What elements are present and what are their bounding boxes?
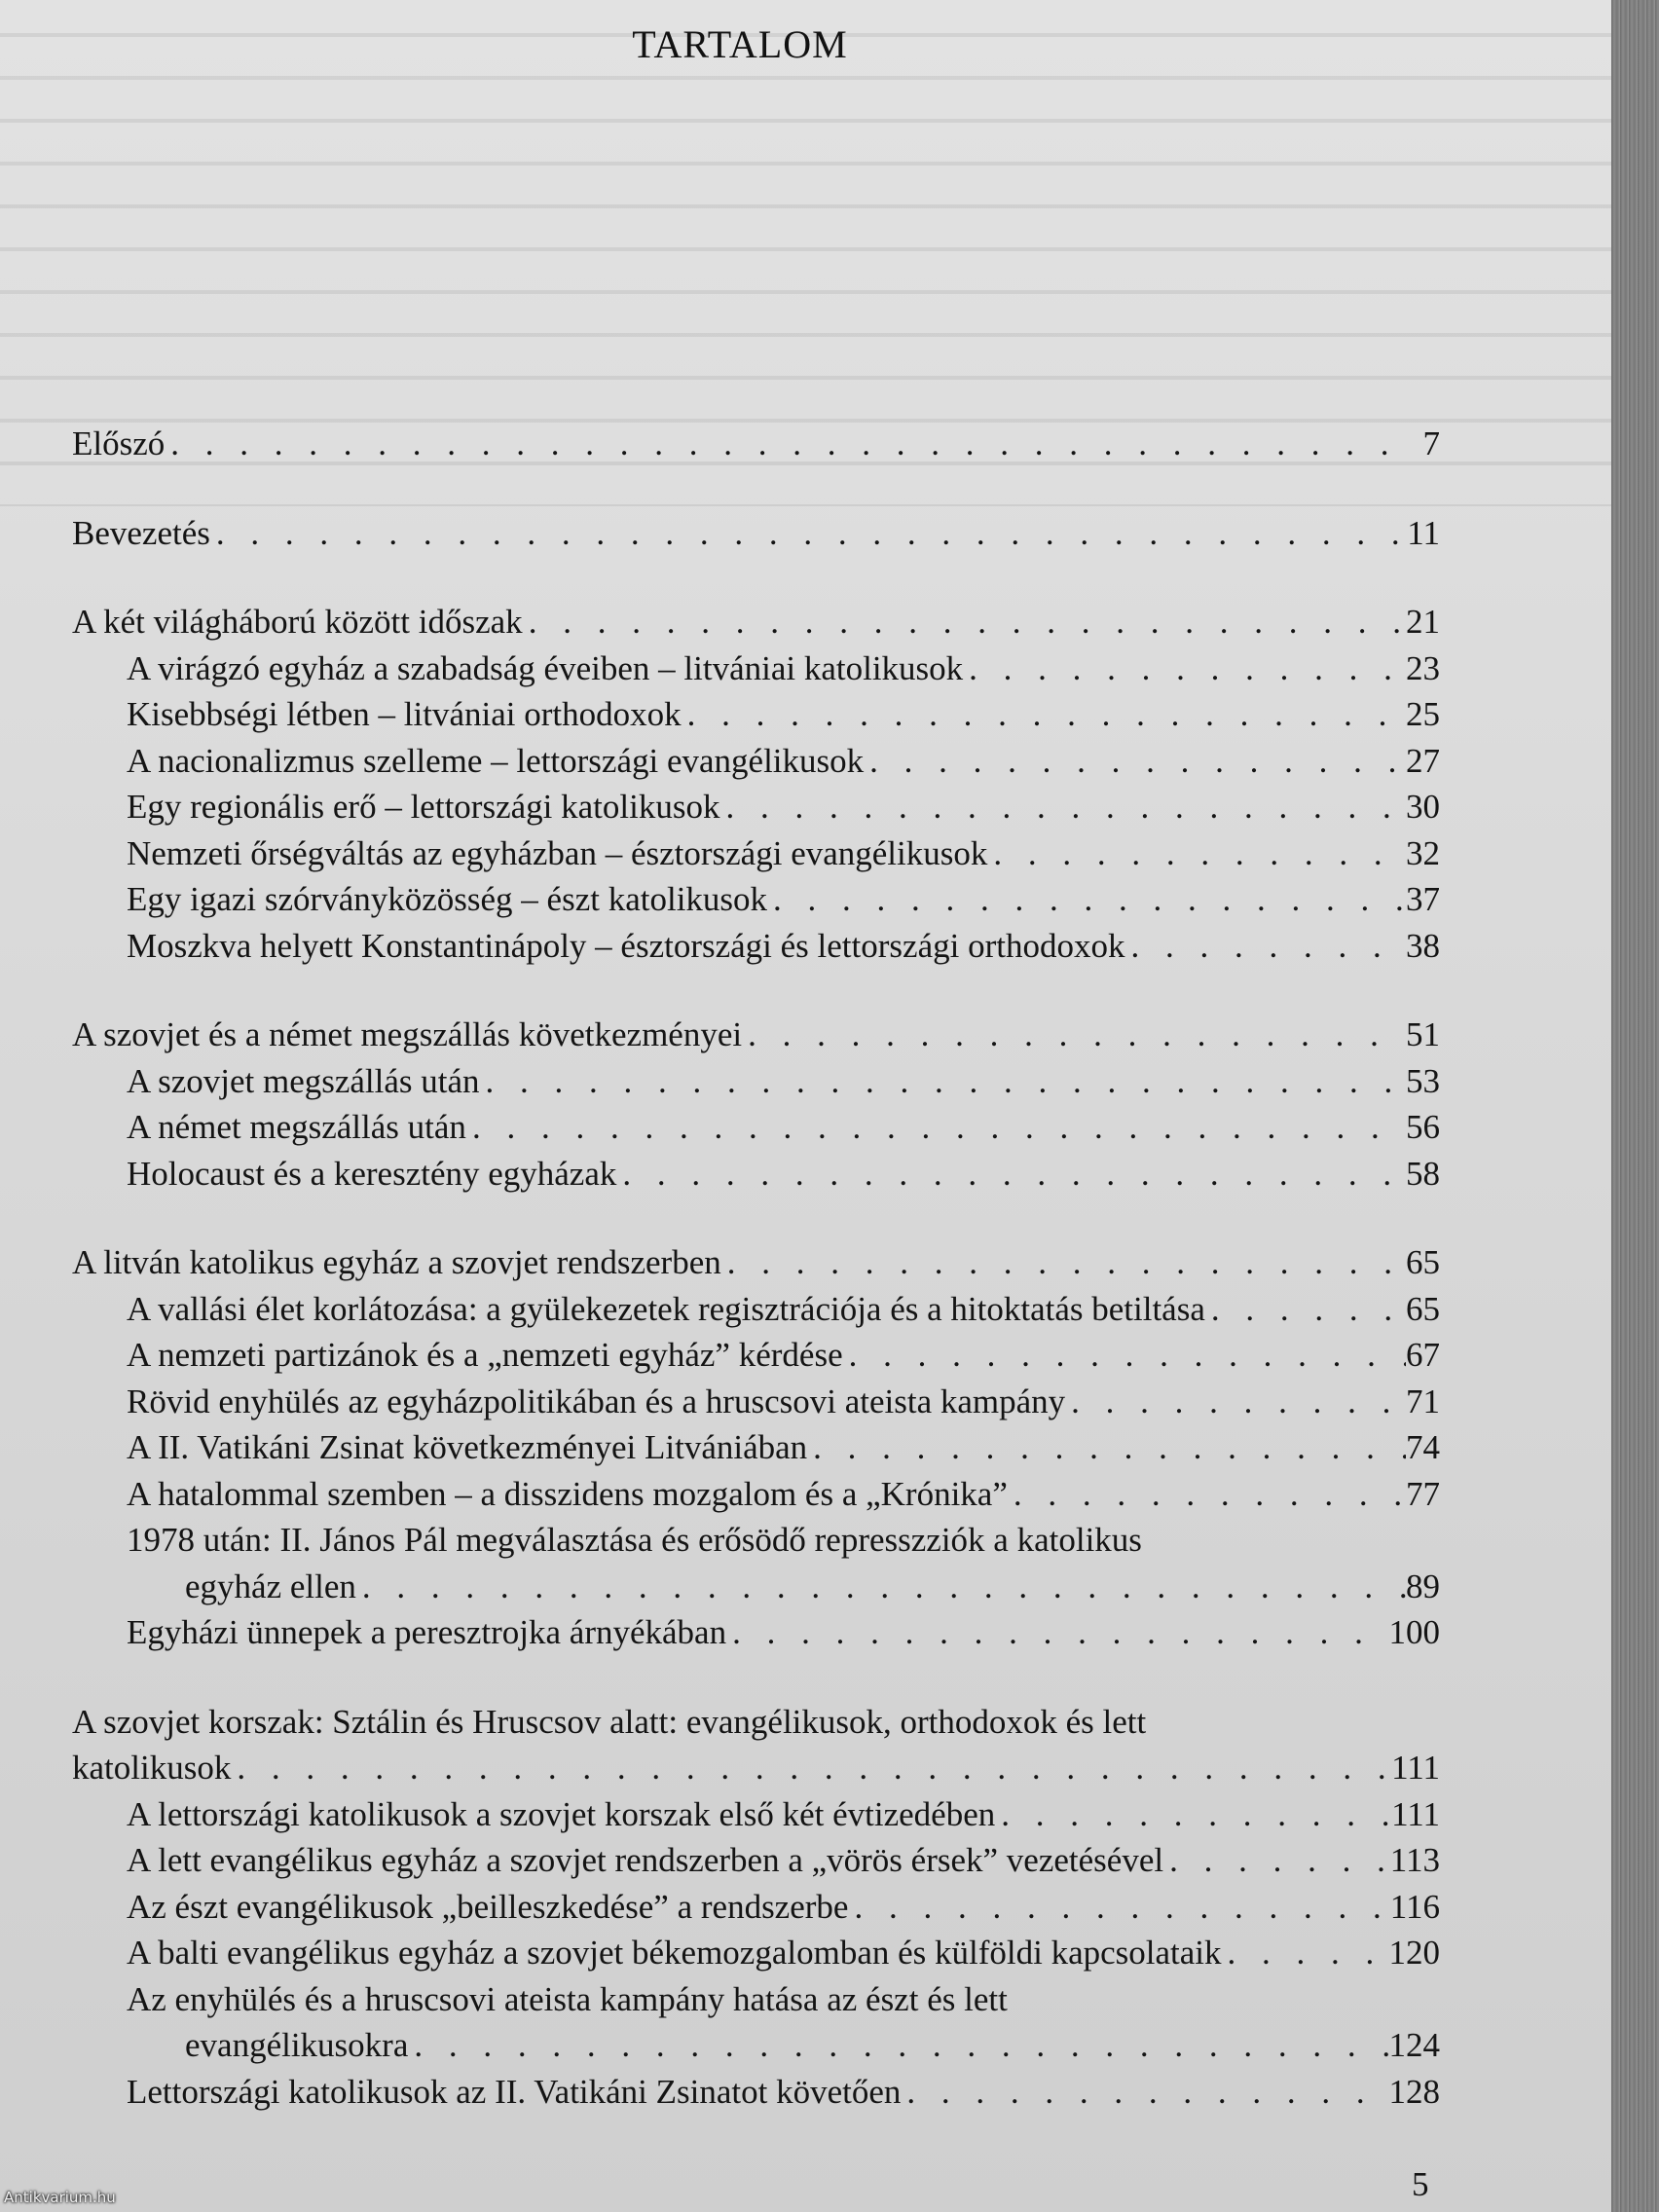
- dot-leader: [726, 1609, 1388, 1656]
- toc-entry: [72, 510, 1440, 557]
- toc-entry: [72, 1239, 1440, 1286]
- entry-continuation: [72, 1745, 1440, 1791]
- entry-page: 67: [1406, 1336, 1440, 1374]
- entry-page: 23: [1406, 648, 1440, 687]
- entry-page: 11: [1407, 513, 1440, 552]
- entry-title: A szovjet és a német megszállás következményei: [72, 1015, 743, 1053]
- toc-subentry: [72, 1837, 1440, 1884]
- dot-leader: [843, 1332, 1406, 1379]
- toc-subentry: [72, 1471, 1440, 1518]
- entry-title: A nacionalizmus szelleme – lettországi evangélikusok: [127, 741, 865, 780]
- entry-title: katolikusok: [72, 1749, 232, 1787]
- toc-subentry: [72, 1332, 1440, 1379]
- entry-page: 7: [1422, 424, 1440, 462]
- dot-leader: [466, 1104, 1406, 1151]
- dot-leader: [807, 1424, 1406, 1471]
- toc-subentry: [72, 1058, 1440, 1105]
- dot-leader: [1205, 1286, 1406, 1333]
- toc-subentry: [72, 691, 1440, 738]
- entry-page: 89: [1406, 1567, 1440, 1605]
- dot-leader: [1008, 1471, 1406, 1518]
- table-of-contents: [72, 421, 1440, 2157]
- dot-leader: [682, 691, 1406, 738]
- entry-title: Előszó: [72, 424, 166, 462]
- toc-subentry: [72, 2069, 1440, 2116]
- dot-leader: [719, 784, 1406, 830]
- entry-page: 56: [1406, 1108, 1440, 1146]
- dot-leader: [210, 510, 1407, 557]
- entry-title: Egy regionális erő – lettországi katolikusok: [127, 788, 720, 826]
- toc-subentry: [72, 784, 1440, 830]
- entry-page: 124: [1388, 2026, 1440, 2064]
- toc-entry: [72, 421, 1440, 467]
- toc-section: [72, 421, 1440, 467]
- toc-section: [72, 510, 1440, 557]
- page-number: 5: [1412, 2165, 1429, 2203]
- entry-title: Egyházi ünnepek a peresztrojka árnyékában: [127, 1613, 727, 1651]
- entry-title: A szovjet megszállás után: [127, 1061, 480, 1100]
- entry-page: 32: [1406, 833, 1440, 872]
- dot-leader: [721, 1239, 1406, 1286]
- toc-subentry: [72, 876, 1440, 923]
- toc-subentry-multiline: [72, 1517, 1440, 1609]
- watermark-text: Antikvarium.hu: [4, 2189, 116, 2206]
- toc-subentry: [72, 645, 1440, 692]
- entry-page: 37: [1406, 880, 1440, 918]
- dot-leader: [165, 421, 1409, 467]
- toc-section: [72, 599, 1440, 969]
- entry-title: Holocaust és a keresztény egyházak: [127, 1154, 617, 1193]
- entry-title: A hatalommal szemben – a disszidens mozgalom és a „Krónika”: [127, 1474, 1008, 1513]
- entry-page: 51: [1406, 1015, 1440, 1053]
- entry-page: 128: [1388, 2072, 1440, 2111]
- dot-leader: [1163, 1837, 1390, 1884]
- dot-leader: [1065, 1379, 1406, 1425]
- toc-subentry-multiline: [72, 1976, 1440, 2069]
- toc-subentry: [72, 1424, 1440, 1471]
- entry-title: Az észt evangélikusok „beilleszkedése” a rendszerbe: [127, 1887, 849, 1926]
- entry-title: A vallási élet korlátozása: a gyülekezetek regisztrációja és a hitoktatás betiltása: [127, 1289, 1205, 1328]
- entry-page: 113: [1389, 1841, 1440, 1879]
- dot-leader: [1222, 1930, 1389, 1976]
- entry-page: 30: [1406, 788, 1440, 826]
- entry-continuation: [72, 2022, 1440, 2069]
- entry-title-line: 1978 után: II. János Pál megválasztása és erősödő represszziók a katolikus: [127, 1521, 1142, 1559]
- entry-title: Bevezetés: [72, 513, 210, 552]
- toc-subentry: [72, 1286, 1440, 1333]
- dot-leader: [231, 1745, 1391, 1791]
- entry-page: 111: [1391, 1794, 1440, 1833]
- dot-leader: [523, 599, 1406, 645]
- toc-subentry: [72, 923, 1440, 970]
- toc-section: [72, 1239, 1440, 1656]
- toc-entry: [72, 1012, 1440, 1058]
- toc-subentry: [72, 1609, 1440, 1656]
- toc-section: [72, 1012, 1440, 1197]
- entry-page: 65: [1406, 1243, 1440, 1281]
- toc-subentry: [72, 1104, 1440, 1151]
- entry-page: 116: [1389, 1887, 1440, 1926]
- dot-leader: [995, 1791, 1391, 1838]
- entry-title: A nemzeti partizánok és a „nemzeti egyház” kérdése: [127, 1336, 843, 1374]
- entry-title: Moszkva helyett Konstantinápoly – észtországi és lettországi orthodoxok: [127, 926, 1125, 965]
- entry-title: A lett evangélikus egyház a szovjet rendszerben a „vörös érsek” vezetésével: [127, 1841, 1164, 1879]
- entry-title: Kisebbségi létben – litvániai orthodoxok: [127, 695, 682, 733]
- entry-page: 77: [1406, 1474, 1440, 1513]
- entry-title-line: A szovjet korszak: Sztálin és Hruscsov alatt: evangélikusok, orthodoxok és lett: [72, 1702, 1147, 1741]
- toc-entry: [72, 599, 1440, 645]
- entry-title: Rövid enyhülés az egyházpolitikában és a hruscsovi ateista kampány: [127, 1382, 1066, 1420]
- toc-subentry: [72, 830, 1440, 877]
- entry-page: 27: [1406, 741, 1440, 780]
- entry-title: evangélikusokra: [185, 2026, 409, 2064]
- dot-leader: [408, 2022, 1388, 2069]
- dot-leader: [1124, 923, 1406, 970]
- toc-subentry: [72, 738, 1440, 785]
- entry-title: A virágzó egyház a szabadság éveiben – litvániai katolikusok: [127, 648, 964, 687]
- dot-leader: [848, 1884, 1389, 1931]
- dot-leader: [616, 1151, 1406, 1198]
- entry-title: A II. Vatikáni Zsinat következményei Litvániában: [127, 1428, 808, 1466]
- entry-title: A két világháború között időszak: [72, 603, 523, 641]
- toc-subentry: [72, 1791, 1440, 1838]
- dot-leader: [901, 2069, 1388, 2116]
- toc-subentry: [72, 1379, 1440, 1425]
- entry-title: A lettországi katolikusok a szovjet korszak első két évtizedében: [127, 1794, 996, 1833]
- entry-page: 25: [1406, 695, 1440, 733]
- entry-page: 21: [1406, 603, 1440, 641]
- entry-page: 53: [1406, 1061, 1440, 1100]
- entry-page: 120: [1388, 1934, 1440, 1972]
- entry-page: 71: [1406, 1382, 1440, 1420]
- dot-leader: [963, 645, 1406, 692]
- toc-subentry: [72, 1151, 1440, 1198]
- entry-title: Egy igazi szórványközösség – észt katolikusok: [127, 880, 768, 918]
- page-stack-edge: [1611, 0, 1659, 2212]
- dot-leader: [480, 1058, 1406, 1105]
- entry-title: A német megszállás után: [127, 1108, 466, 1146]
- dot-leader: [987, 830, 1406, 877]
- entry-title: Lettországi katolikusok az II. Vatikáni Zsinatot követően: [127, 2072, 902, 2111]
- entry-title: A balti evangélikus egyház a szovjet békemozgalomban és külföldi kapcsolataik: [127, 1934, 1222, 1972]
- toc-heading: TARTALOM: [632, 22, 848, 66]
- dot-leader: [742, 1012, 1406, 1058]
- toc-subentry: [72, 1930, 1440, 1976]
- entry-page: 74: [1406, 1428, 1440, 1466]
- entry-page: 100: [1388, 1613, 1440, 1651]
- dot-leader: [356, 1564, 1406, 1610]
- entry-page: 58: [1406, 1154, 1440, 1193]
- entry-page: 38: [1406, 926, 1440, 965]
- toc-entry-multiline: [72, 1699, 1440, 1791]
- entry-title: egyház ellen: [185, 1567, 356, 1605]
- entry-title-line: Az enyhülés és a hruscsovi ateista kampány hatása az észt és lett: [127, 1979, 1008, 2018]
- toc-subentry: [72, 1884, 1440, 1931]
- entry-title: Nemzeti őrségváltás az egyházban – észtországi evangélikusok: [127, 833, 988, 872]
- entry-page: 65: [1406, 1289, 1440, 1328]
- toc-section: [72, 1699, 1440, 2116]
- dot-leader: [864, 738, 1406, 785]
- dot-leader: [767, 876, 1406, 923]
- entry-title: A litván katolikus egyház a szovjet rendszerben: [72, 1243, 721, 1281]
- entry-continuation: [72, 1564, 1440, 1610]
- entry-page: 111: [1391, 1749, 1440, 1787]
